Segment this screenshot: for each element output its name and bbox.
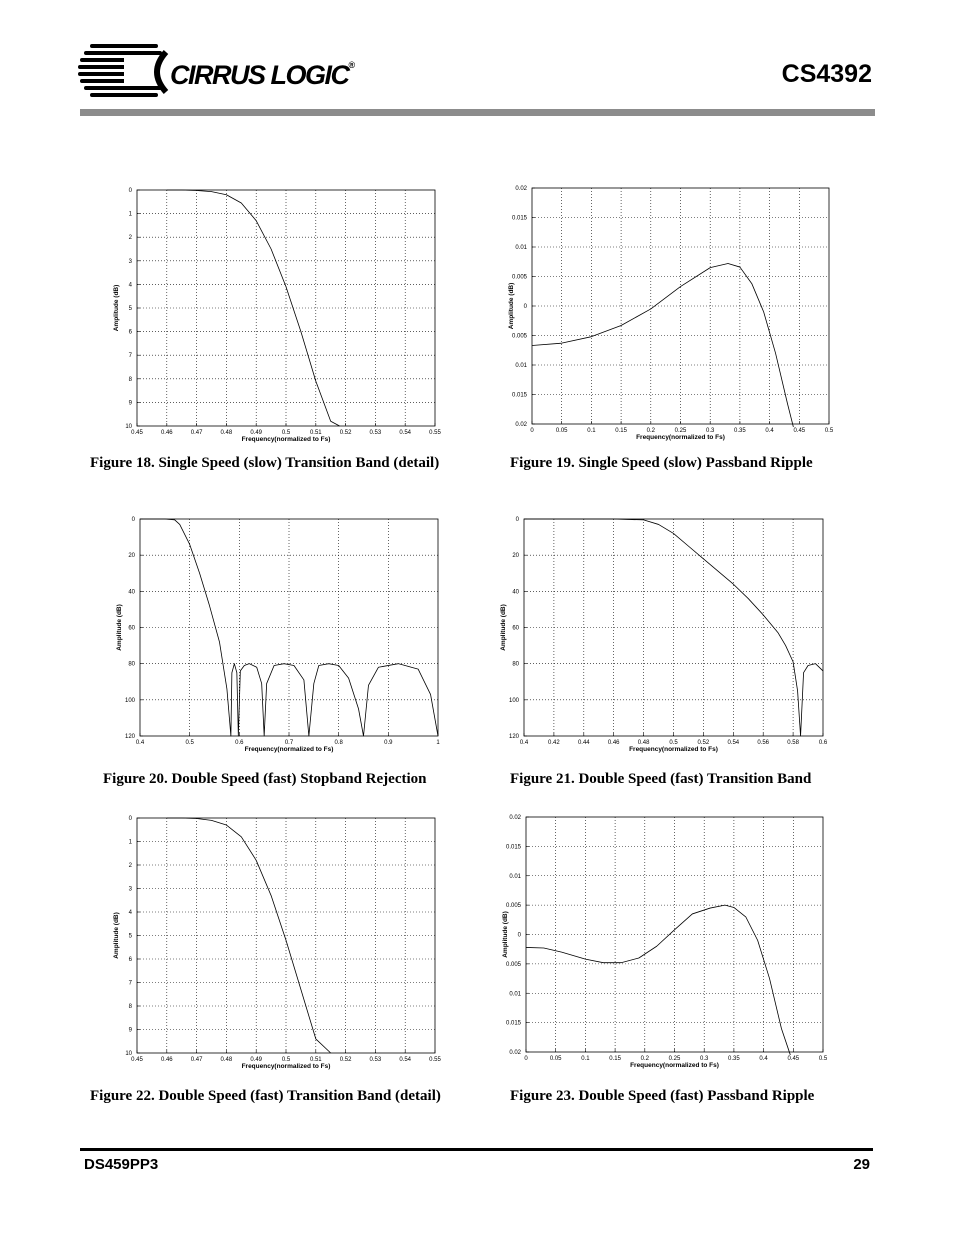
y-tick-label: 0	[517, 932, 521, 939]
figure-21-chart	[490, 510, 830, 760]
x-axis-label: Frequency(normalized to Fs)	[630, 1062, 719, 1069]
figure-20-caption: Figure 20. Double Speed (fast) Stopband Rejection	[103, 771, 427, 787]
figure-22-chart	[100, 810, 440, 1070]
y-axis-label: Amplitude (dB)	[113, 284, 120, 332]
x-tick-label: 0.52	[339, 430, 352, 436]
y-tick-label: 0	[131, 517, 135, 523]
x-tick-label: 0.5	[818, 1056, 828, 1062]
x-tick-label: 0.46	[160, 430, 173, 436]
figure-22-caption: Figure 22. Double Speed (fast) Transition Band (detail)	[90, 1088, 441, 1104]
y-tick-label: 0	[128, 188, 132, 194]
y-tick-label: 4	[128, 282, 132, 289]
y-tick-label: 2	[128, 863, 132, 869]
y-tick-label: 0	[128, 816, 132, 822]
y-tick-label: 0.015	[505, 1020, 521, 1027]
y-tick-label: 0.01	[509, 991, 521, 998]
y-tick-label: 0.005	[511, 333, 527, 340]
y-tick-label: 60	[128, 625, 135, 632]
x-tick-label: 0.45	[131, 430, 143, 436]
x-tick-label: 0.15	[615, 428, 627, 434]
y-tick-label: 7	[128, 980, 132, 987]
y-tick-label: 80	[512, 661, 519, 668]
x-tick-label: 0.54	[399, 430, 412, 436]
figure-19-caption: Figure 19. Single Speed (slow) Passband Ripple	[510, 455, 813, 471]
x-tick-label: 0.1	[587, 428, 596, 434]
cirrus-logic-logo	[78, 42, 354, 104]
x-tick-label: 0.52	[697, 740, 710, 746]
x-axis-label: Frequency(normalized to Fs)	[636, 434, 725, 441]
x-axis-label: Frequency(normalized to Fs)	[629, 746, 718, 753]
figure-23-caption: Figure 23. Double Speed (fast) Passband Ripple	[510, 1088, 815, 1104]
y-tick-label: 120	[124, 734, 135, 740]
x-tick-label: 0.5	[185, 740, 194, 746]
x-tick-label: 0.45	[787, 1056, 800, 1062]
x-tick-label: 0.53	[369, 430, 382, 436]
logo-text: CIRRUS LOGIC	[170, 60, 349, 90]
y-tick-label: 3	[128, 258, 132, 265]
y-tick-label: 100	[124, 697, 135, 704]
x-tick-label: 0.47	[190, 430, 203, 436]
y-tick-label: 120	[508, 734, 519, 740]
y-tick-label: 1	[128, 839, 132, 846]
y-tick-label: 2	[128, 235, 132, 242]
series-line	[526, 905, 790, 1055]
y-axis-label: Amplitude (dB)	[116, 604, 123, 651]
figure-19-chart	[490, 180, 834, 441]
y-tick-label: 80	[128, 661, 135, 668]
x-tick-label: 0.5	[281, 1057, 291, 1063]
x-tick-label: 0.53	[369, 1057, 382, 1063]
y-tick-label: 20	[512, 553, 519, 560]
y-tick-label: 10	[125, 424, 132, 430]
chart-svg	[100, 180, 441, 443]
x-tick-label: 0.2	[646, 428, 655, 434]
x-tick-label: 0.51	[309, 430, 322, 436]
x-tick-label: 0.05	[555, 428, 568, 434]
x-tick-label: 0.46	[160, 1057, 173, 1063]
x-tick-label: 0.3	[706, 428, 715, 434]
x-tick-label: 0.45	[131, 1057, 143, 1063]
y-tick-label: 6	[128, 329, 132, 336]
y-tick-label: 8	[128, 1004, 132, 1010]
x-tick-label: 0.4	[135, 740, 145, 746]
y-tick-label: 0.015	[511, 392, 527, 399]
logo-stripes-icon	[78, 42, 178, 104]
x-axis-label: Frequency(normalized to Fs)	[241, 436, 331, 443]
document-id: DS459PP3	[84, 1156, 159, 1173]
document-title: CS4392	[781, 60, 872, 88]
y-tick-label: 0.015	[505, 844, 521, 851]
y-tick-label: 40	[128, 589, 135, 596]
x-tick-label: 0.54	[727, 740, 740, 746]
x-tick-label: 0.7	[284, 740, 294, 746]
x-tick-label: 0.49	[250, 1057, 263, 1063]
x-tick-label: 0.44	[577, 740, 590, 746]
x-tick-label: 0.6	[235, 740, 244, 746]
y-axis-label: Amplitude (dB)	[113, 912, 120, 959]
x-tick-label: 0.55	[429, 430, 441, 436]
y-tick-label: 100	[508, 697, 519, 704]
x-tick-label: 0.56	[757, 740, 770, 746]
y-tick-label: 0.015	[511, 215, 527, 222]
x-tick-label: 0.5	[281, 430, 291, 436]
x-tick-label: 0.4	[519, 740, 529, 746]
y-tick-label: 7	[128, 353, 132, 360]
chart-svg	[490, 510, 830, 760]
x-tick-label: 0.4	[765, 428, 774, 434]
y-tick-label: 9	[128, 400, 132, 407]
x-tick-label: 0.45	[793, 428, 806, 434]
y-tick-label: 1	[128, 211, 132, 218]
x-tick-label: 0.25	[674, 428, 687, 434]
x-tick-label: 0.52	[339, 1057, 352, 1063]
x-tick-label: 0.49	[250, 430, 263, 436]
x-tick-label: 0.8	[334, 740, 343, 746]
chart-svg	[490, 810, 830, 1070]
x-tick-label: 0.58	[787, 740, 799, 746]
figure-18-chart	[100, 180, 441, 443]
series-line	[167, 190, 340, 426]
y-tick-label: 6	[128, 957, 132, 963]
y-tick-label: 0.01	[515, 363, 527, 369]
y-tick-label: 0.02	[509, 1050, 521, 1056]
x-tick-label: 0.5	[669, 740, 678, 746]
y-tick-label: 0.005	[511, 274, 527, 281]
figure-21-caption: Figure 21. Double Speed (fast) Transition Band	[510, 771, 812, 787]
y-tick-label: 4	[128, 910, 132, 916]
registered-mark: ®	[348, 60, 354, 70]
x-tick-label: 0.1	[581, 1056, 590, 1062]
x-tick-label: 0.15	[609, 1056, 621, 1062]
chart-svg	[100, 810, 440, 1070]
y-tick-label: 8	[128, 376, 132, 383]
figure-23-chart	[490, 810, 830, 1070]
y-tick-label: 0.02	[515, 186, 527, 192]
x-tick-label: 0.42	[548, 740, 560, 746]
y-tick-label: 20	[128, 553, 135, 560]
y-tick-label: 3	[128, 886, 132, 893]
x-tick-label: 0.3	[700, 1056, 709, 1062]
x-tick-label: 0.25	[668, 1056, 681, 1062]
x-tick-label: 0.6	[818, 740, 828, 746]
y-tick-label: 0.01	[509, 873, 521, 880]
figure-20-chart	[100, 510, 440, 760]
y-tick-label: 0.005	[505, 961, 521, 968]
x-tick-label: 1	[436, 740, 440, 746]
y-tick-label: 0	[523, 304, 527, 310]
x-tick-label: 0.46	[607, 740, 620, 746]
y-tick-label: 40	[512, 589, 519, 596]
y-axis-label: Amplitude (dB)	[502, 911, 509, 958]
x-tick-label: 0.35	[734, 428, 746, 434]
x-tick-label: 0.48	[220, 430, 233, 436]
series-line	[532, 264, 793, 427]
y-tick-label: 5	[128, 306, 132, 312]
chart-svg	[490, 180, 834, 441]
page-number: 29	[853, 1156, 870, 1173]
x-axis-label: Frequency(normalized to Fs)	[244, 746, 334, 753]
x-tick-label: 0.54	[399, 1057, 412, 1063]
y-tick-label: 0.005	[505, 903, 521, 910]
y-tick-label: 10	[125, 1051, 132, 1057]
y-tick-label: 0.01	[515, 245, 527, 251]
y-tick-label: 60	[512, 625, 519, 632]
figure-18-caption: Figure 18. Single Speed (slow) Transition Band (detail)	[90, 455, 440, 471]
x-tick-label: 0.9	[384, 740, 393, 746]
x-tick-label: 0.48	[220, 1057, 233, 1063]
x-tick-label: 0.55	[429, 1057, 441, 1063]
x-tick-label: 0.4	[759, 1056, 768, 1062]
x-tick-label: 0.5	[824, 428, 834, 434]
x-axis-label: Frequency(normalized to Fs)	[241, 1063, 331, 1070]
y-tick-label: 5	[128, 933, 132, 940]
x-tick-label: 0.48	[637, 740, 650, 746]
x-tick-label: 0.35	[728, 1056, 740, 1062]
x-tick-label: 0	[530, 428, 534, 434]
x-tick-label: 0.47	[190, 1057, 203, 1063]
footer-rule	[80, 1148, 873, 1151]
x-tick-label: 0.51	[309, 1057, 322, 1063]
chart-svg	[100, 510, 440, 760]
y-axis-label: Amplitude (dB)	[508, 282, 515, 330]
header-rule	[80, 109, 875, 116]
x-tick-label: 0.05	[549, 1056, 562, 1062]
y-tick-label: 0	[515, 517, 519, 523]
y-axis-label: Amplitude (dB)	[500, 604, 507, 651]
x-tick-label: 0.2	[640, 1056, 649, 1062]
y-tick-label: 0.02	[515, 422, 527, 428]
y-tick-label: 0.02	[509, 815, 521, 821]
x-tick-label: 0	[524, 1056, 528, 1062]
y-tick-label: 9	[128, 1027, 132, 1034]
